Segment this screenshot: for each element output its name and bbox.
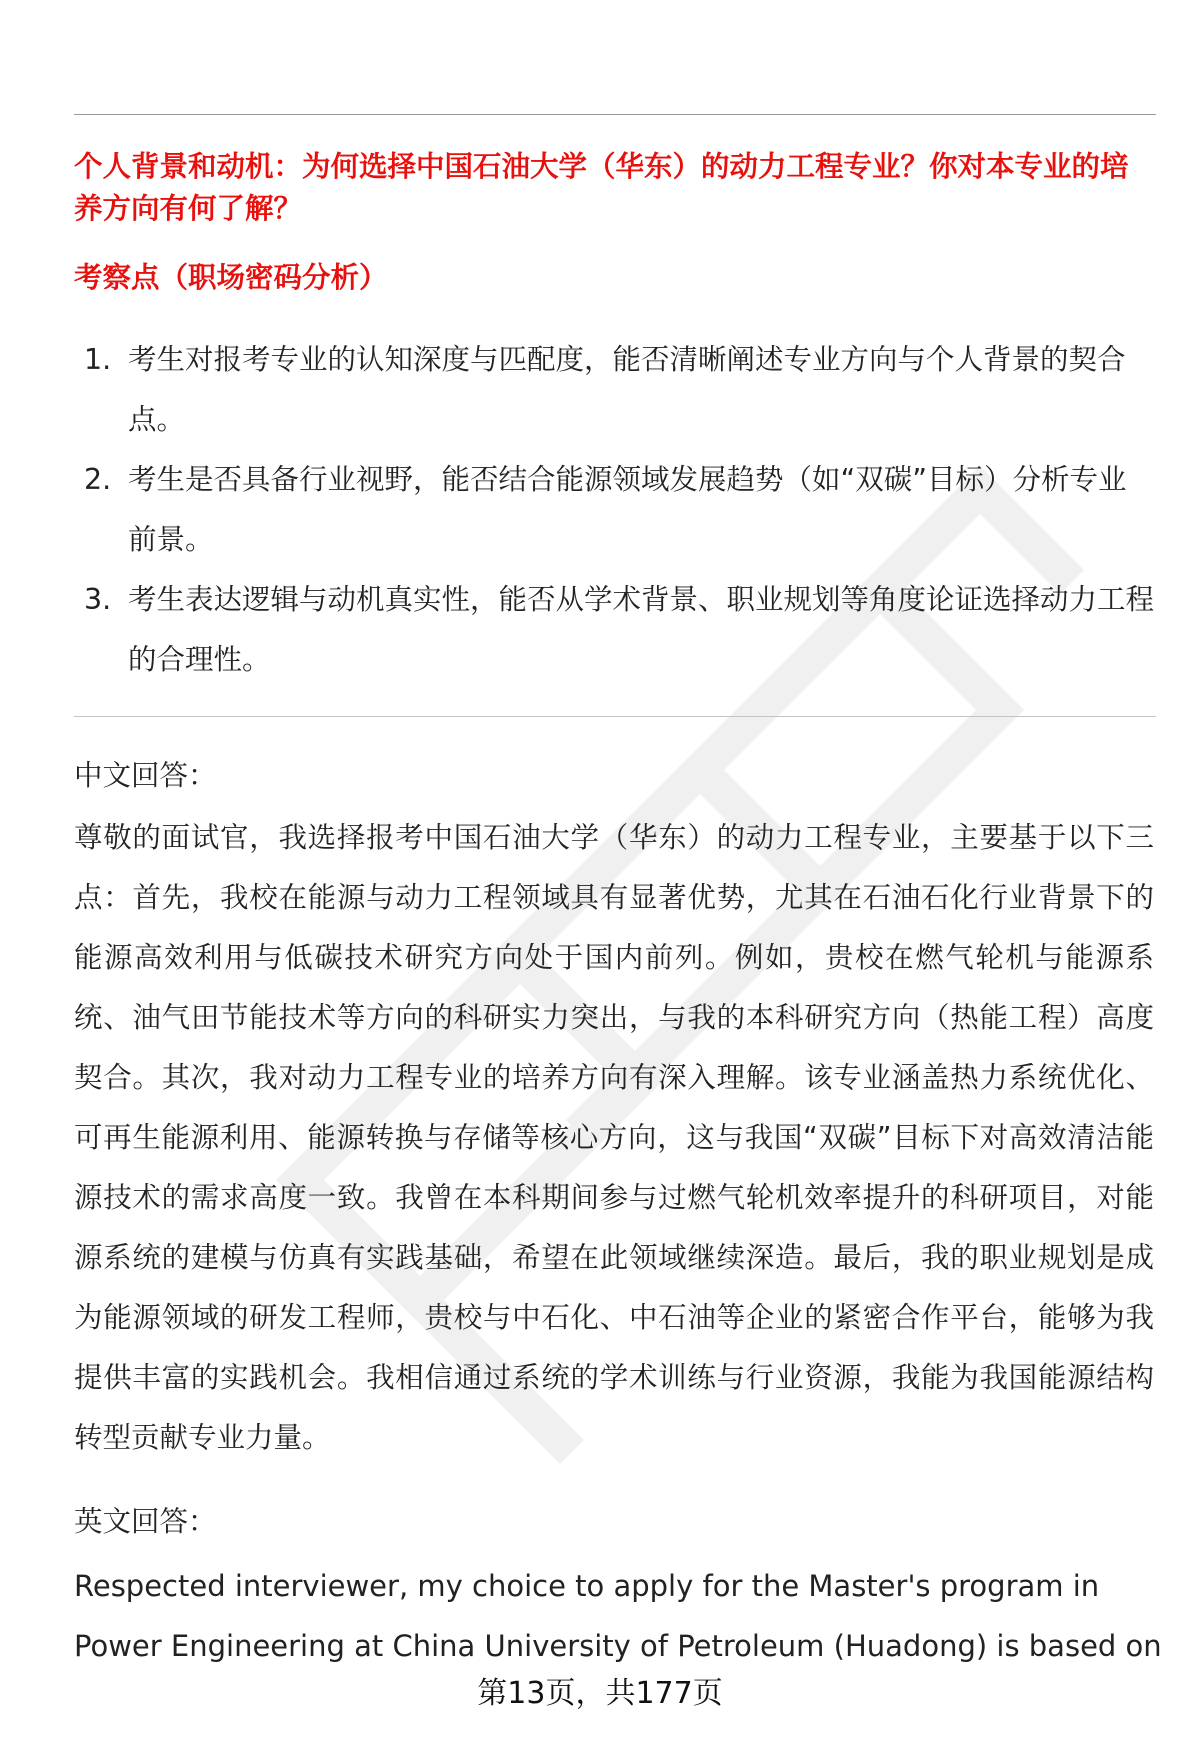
chinese-answer-text: 尊敬的面试官，我选择报考中国石油大学（华东）的动力工程专业，主要基于以下三点：首先，我校在能源与动力工程领域具有显著优势，尤其在石油石化行业背景下的能源高效利用与低碳技术研究方向处于国内前列。例如，贵校在燃气轮机与能源系统、油气田节能技术等方向的科研实力突出，与我的本科研究方向（热能工程）高度契合。其次，我对动力工程专业的培养方向有深入理解。该专业涵盖热力系统优化、可再生能源利用、能源转换与存储等核心方向，这与我国“双碳”目标下对高效清洁能源技术的需求高度一致。我曾在本科期间参与过燃气轮机效率提升的科研项目，对能源系统的建模与仿真有实践基础，希望在此领域继续深造。最后，我的职业规划是成为能源领域的研发工程师，贵校与中石化、中石油等企业的紧密合作平台，能够为我提供丰富的实践机会。我相信通过系统的学术训练与行业资源，我能为我国能源结构转型贡献专业力量。: [74, 821, 1154, 1454]
chinese-answer-label: 中文回答：: [74, 759, 217, 792]
list-item: [74, 450, 1154, 570]
english-answer-label: 英文回答：: [74, 1505, 217, 1538]
question-heading: 个人背景和动机：为何选择中国石油大学（华东）的动力工程专业？你对本专业的培养方向有何了解？: [74, 150, 1129, 225]
list-item-number: 1.: [84, 343, 112, 376]
top-divider: [74, 114, 1156, 115]
english-answer-line: Power Engineering at China University of Petroleum (Huadong) is based on: [74, 1629, 1162, 1663]
list-item-number: 2.: [84, 463, 112, 496]
list-item: [74, 330, 1154, 450]
english-answer-text: [74, 1556, 1164, 1676]
list-item-text: 考生是否具备行业视野，能否结合能源领域发展趋势（如“双碳”目标）分析专业前景。: [128, 463, 1127, 556]
assessment-points-list: [74, 330, 1154, 690]
page-number-footer: 第13页，共177页: [477, 1676, 723, 1711]
english-answer-line: Respected interviewer, my choice to apply for the Master's program in: [74, 1569, 1100, 1603]
section-title: 考察点（职场密码分析）: [74, 261, 388, 294]
middle-divider: [74, 716, 1156, 717]
list-item-number: 3.: [84, 583, 112, 616]
list-item-text: 考生对报考专业的认知深度与匹配度，能否清晰阐述专业方向与个人背景的契合点。: [128, 343, 1126, 436]
list-item-text: 考生表达逻辑与动机真实性，能否从学术背景、职业规划等角度论证选择动力工程的合理性。: [128, 583, 1155, 676]
list-item: [74, 570, 1154, 690]
